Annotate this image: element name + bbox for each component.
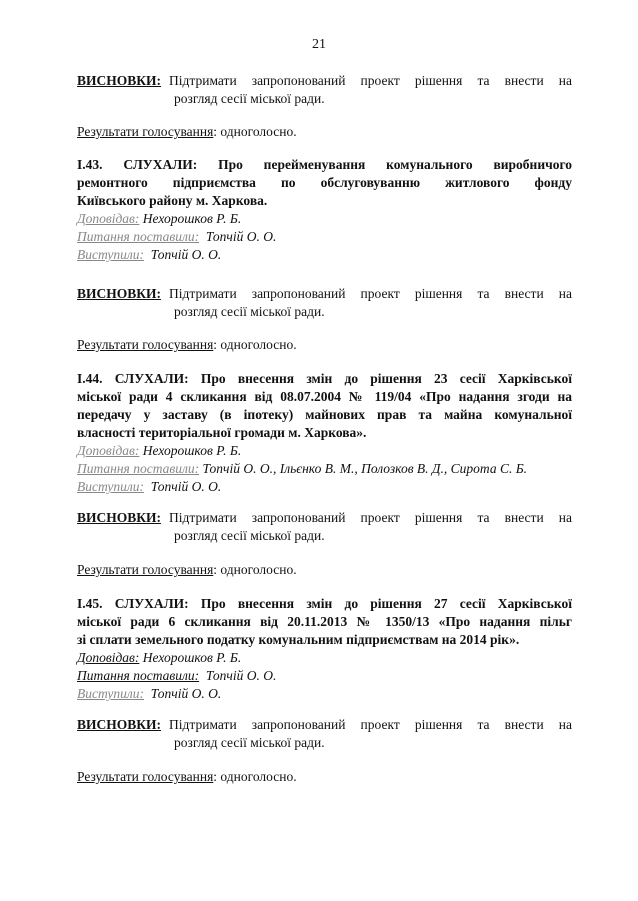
conclusions-block [77, 509, 572, 545]
heading-line: міської ради 4 скликання від 08.07.2004 № 119/04 «Про надання згоди на [77, 389, 572, 404]
reporter-line [77, 649, 572, 667]
agenda-item-145 [77, 595, 572, 703]
questions-by: Топчій О. О. [205, 229, 277, 244]
conclusions-text: Підтримати запропонований проект рішення та внести на [169, 286, 572, 301]
voting-result [77, 123, 572, 141]
spoke-line [77, 246, 572, 264]
heading-line: власності територіальної громади м. Харкова». [77, 425, 367, 440]
questions-label: Питання поставили: [77, 668, 200, 683]
spoke-label: Виступили: [77, 247, 145, 262]
agenda-item-heading [77, 156, 572, 210]
reporter-name: Нехорошков Р. Б. [142, 443, 242, 458]
conclusions-text-cont: розгляд сесії міської ради. [174, 735, 325, 750]
conclusions-label: ВИСНОВКИ: [77, 510, 162, 525]
spoke-by: Топчій О. О. [150, 686, 222, 701]
conclusions-label: ВИСНОВКИ: [77, 717, 162, 732]
questions-line [77, 667, 572, 685]
conclusions-block [77, 716, 572, 752]
spoke-label: Виступили: [77, 479, 145, 494]
voting-result [77, 561, 572, 579]
conclusions-text-cont: розгляд сесії міської ради. [174, 528, 325, 543]
spoke-line [77, 478, 572, 496]
heading-line: міської ради 6 скликання від 20.11.2013 № 1350/13 «Про надання пільг [77, 614, 572, 629]
spoke-by: Топчій О. О. [150, 479, 222, 494]
agenda-item-heading [77, 370, 572, 442]
heading-line: ремонтного підприємства по обслуговуванню житлового фонду [77, 175, 572, 190]
agenda-item-143 [77, 156, 572, 264]
voting-result-label: Результати голосування [77, 337, 214, 352]
heading-line: І.45. СЛУХАЛИ: Про внесення змін до рішення 27 сесії Харківської [77, 596, 572, 611]
reporter-name: Нехорошков Р. Б. [142, 650, 242, 665]
heading-line: І.44. СЛУХАЛИ: Про внесення змін до рішення 23 сесії Харківської [77, 371, 572, 386]
spoke-label: Виступили: [77, 686, 145, 701]
conclusions-label: ВИСНОВКИ: [77, 73, 162, 88]
conclusions-text-cont: розгляд сесії міської ради. [174, 304, 325, 319]
voting-result-value: : одноголосно. [213, 562, 297, 577]
agenda-item-heading [77, 595, 572, 649]
reporter-line [77, 210, 572, 228]
reporter-name: Нехорошков Р. Б. [142, 211, 242, 226]
heading-line: Київського району м. Харкова. [77, 193, 268, 208]
spoke-by: Топчій О. О. [150, 247, 222, 262]
questions-line [77, 228, 572, 246]
heading-line: І.43. СЛУХАЛИ: Про перейменування комунального виробничого [77, 157, 572, 172]
voting-result-label: Результати голосування [77, 124, 214, 139]
questions-line [77, 460, 572, 478]
questions-label: Питання поставили: [77, 461, 200, 476]
voting-result-label: Результати голосування [77, 769, 214, 784]
questions-label: Питання поставили: [77, 229, 200, 244]
voting-result-value: : одноголосно. [213, 124, 297, 139]
reporter-line [77, 442, 572, 460]
spoke-line [77, 685, 572, 703]
voting-result-value: : одноголосно. [213, 337, 297, 352]
questions-by: Топчій О. О. [205, 668, 277, 683]
heading-line: передачу у заставу (в іпотеку) майнових прав та майна комунальної [77, 407, 572, 422]
conclusions-text: Підтримати запропонований проект рішення та внести на [169, 717, 572, 732]
voting-result [77, 768, 572, 786]
conclusions-block [77, 285, 572, 321]
page-number: 21 [312, 37, 326, 52]
conclusions-text-cont: розгляд сесії міської ради. [174, 91, 325, 106]
conclusions-block [77, 72, 572, 108]
voting-result-label: Результати голосування [77, 562, 214, 577]
voting-result-value: : одноголосно. [213, 769, 297, 784]
reporter-label: Доповідав: [77, 211, 140, 226]
conclusions-label: ВИСНОВКИ: [77, 286, 162, 301]
agenda-item-144 [77, 370, 572, 496]
conclusions-text: Підтримати запропонований проект рішення та внести на [169, 73, 572, 88]
reporter-label: Доповідав: [77, 650, 140, 665]
heading-line: зі сплати земельного податку комунальним підприємствам на 2014 рік». [77, 632, 520, 647]
questions-by: Топчій О. О., Ільєнко В. М., Полозков В. Д., Сирота С. Б. [202, 461, 528, 476]
voting-result [77, 336, 572, 354]
conclusions-text: Підтримати запропонований проект рішення та внести на [169, 510, 572, 525]
reporter-label: Доповідав: [77, 443, 140, 458]
